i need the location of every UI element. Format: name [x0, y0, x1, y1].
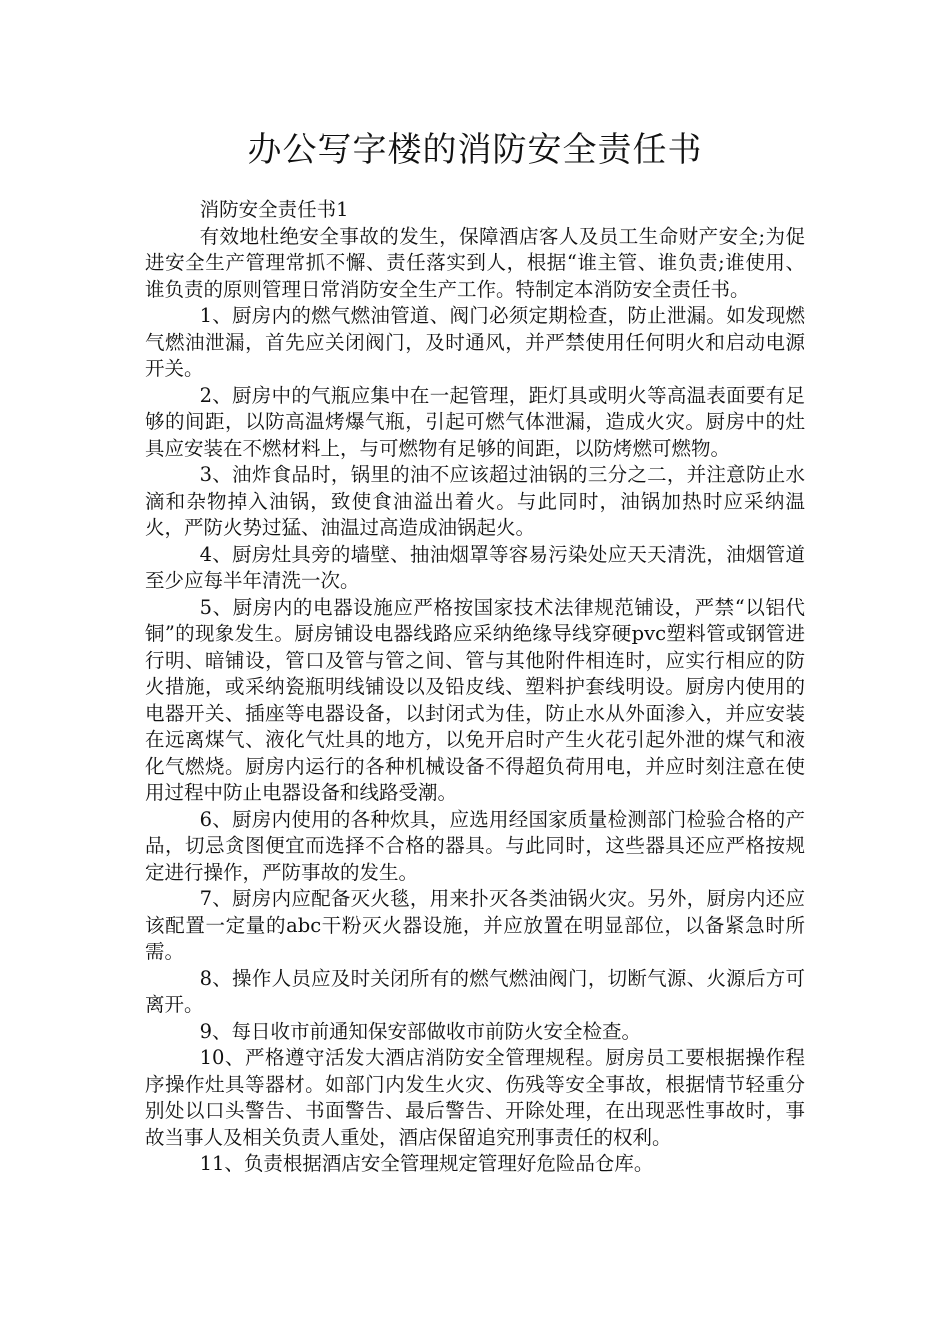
clause-4: 4、厨房灶具旁的墙壁、抽油烟罩等容易污染处应天天清洗，油烟管道至少应每半年清洗一次。 — [145, 542, 805, 592]
clause-8: 8、操作人员应及时关闭所有的燃气燃油阀门，切断气源、火源后方可离开。 — [145, 966, 805, 1016]
clause-10: 10、严格遵守活发大酒店消防安全管理规程。厨房员工要根据操作程序操作灶具等器材。如部门内发生火灾、伤残等安全事故，根据情节轻重分别处以口头警告、书面警告、最后警告、开除处理，在出现恶性事故时，事故当事人及相关负责人重处，酒店保留追究刑事责任的权利。 — [145, 1046, 805, 1149]
clause-11: 11、负责根据酒店安全管理规定管理好危险品仓库。 — [199, 1152, 654, 1175]
clause-7: 7、厨房内应配备灭火毯，用来扑灭各类油锅火灾。另外，厨房内还应该配置一定量的abc干粉灭火器设施，并应放置在明显部位，以备紧急时所需。 — [145, 887, 805, 963]
document-body — [145, 197, 805, 1178]
document-title: 办公写字楼的消防安全责任书 — [247, 130, 703, 170]
clause-3: 3、油炸食品时，锅里的油不应该超过油锅的三分之二，并注意防止水滴和杂物掉入油锅，致使食油溢出着火。与此同时，油锅加热时应采纳温火，严防火势过猛、油温过高造成油锅起火。 — [145, 463, 805, 539]
section-heading: 消防安全责任书1 — [199, 198, 349, 221]
clause-6: 6、厨房内使用的各种炊具，应选用经国家质量检测部门检验合格的产品，切忌贪图便宜而选择不合格的器具。与此同时，这些器具还应严格按规定进行操作，严防事故的发生。 — [145, 807, 805, 884]
clause-5: 5、厨房内的电器设施应严格按国家技术法律规范铺设，严禁“以铝代铜”的现象发生。厨房铺设电器线路应采纳绝缘导线穿硬pvc塑料管或钢管进行明、暗铺设，管口及管与管之间、管与其他附件相连时，应实行相应的防火措施，或采纳瓷瓶明线铺设以及铅皮线、塑料护套线明设。厨房内使用的电器开关、插座等电器设备，以封闭式为佳，防止水从外面渗入，并应安装在远离煤气、液化气灶具的地方，以免开启时产生火花引起外泄的煤气和液化气燃烧。厨房内运行的各种机械设备不得超负荷用电，并应时刻注意在使用过程中防止电器设备和线路受潮。 — [145, 595, 805, 804]
clause-2: 2、厨房中的气瓶应集中在一起管理，距灯具或明火等高温表面要有足够的间距，以防高温烤爆气瓶，引起可燃气体泄漏，造成火灾。厨房中的灶具应安装在不燃材料上，与可燃物有足够的间距，以防烤燃可燃物。 — [145, 383, 805, 460]
clause-1: 1、厨房内的燃气燃油管道、阀门必须定期检查，防止泄漏。如发现燃气燃油泄漏，首先应关闭阀门，及时通风，并严禁使用任何明火和启动电源开关。 — [145, 304, 805, 380]
intro-paragraph: 有效地杜绝安全事故的发生，保障酒店客人及员工生命财产安全;为促进安全生产管理常抓不懈、责任落实到人，根据“谁主管、谁负责;谁使用、谁负责的原则管理日常消防安全生产工作。特制定本消防安全责任书。 — [145, 224, 805, 301]
clause-9: 9、每日收市前通知保安部做收市前防火安全检查。 — [199, 1019, 642, 1043]
